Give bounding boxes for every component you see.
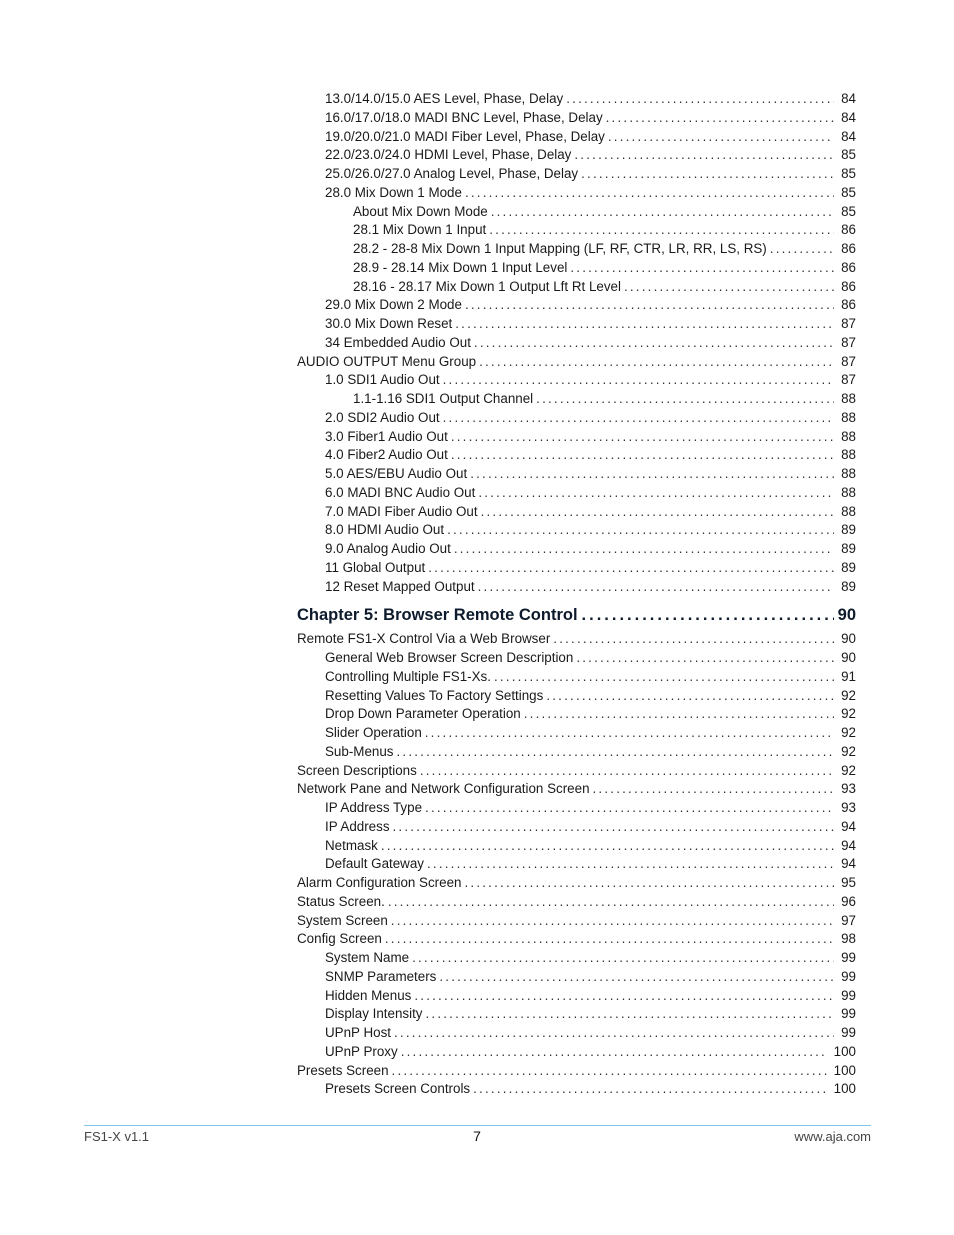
dot-leader: [474, 334, 834, 353]
toc-entry[interactable]: [297, 912, 856, 931]
toc-entry[interactable]: [297, 409, 856, 428]
toc-entry[interactable]: [297, 1062, 856, 1081]
toc-entry-page-number: 92: [841, 762, 856, 778]
toc-entry-title: 28.16 - 28.17 Mix Down 1 Output Lft Rt Level: [353, 278, 621, 294]
toc-chapter-heading[interactable]: [297, 600, 856, 630]
toc-entry-title: IP Address Type: [325, 800, 423, 815]
toc-entry-page-number: 88: [841, 428, 856, 444]
toc-entry-title: 4.0 Fiber2 Audio Out: [325, 447, 448, 463]
toc-entry-title: Network Pane and Network Configuration Screen: [297, 781, 590, 797]
dot-leader: [574, 146, 834, 165]
toc-entry-title: About Mix Down Mode: [353, 203, 488, 219]
toc-entry-title: Drop Down Parameter Operation: [325, 706, 521, 722]
toc-entry-title: 28.9 - 28.14 Mix Down 1 Input Level: [353, 259, 568, 275]
dot-leader: [582, 600, 834, 630]
toc-entry-title: 28.1 Mix Down 1 Input: [353, 222, 487, 238]
dot-leader: [553, 630, 834, 649]
toc-entry-title: Controlling Multiple FS1-Xs.: [325, 668, 491, 684]
toc-entry[interactable]: [297, 484, 856, 503]
toc-entry[interactable]: [297, 649, 856, 668]
toc-entry-page-number: 89: [841, 541, 856, 556]
toc-entry-page-number: 86: [841, 241, 856, 256]
toc-entry-page-number: 91: [841, 668, 856, 684]
toc-entry-page-number: 87: [841, 334, 856, 350]
toc-entry-page-number: 95: [841, 875, 856, 890]
toc-entry-page-number: 92: [841, 725, 856, 740]
toc-entry-title: 6.0 MADI BNC Audio Out: [325, 484, 476, 500]
toc-entry-page-number: 89: [841, 522, 856, 538]
toc-entry-title: 9.0 Analog Audio Out: [325, 541, 451, 556]
toc-entry-page-number: 99: [841, 1025, 856, 1040]
toc-entry-page-number: 90: [841, 631, 856, 647]
toc-entry-title: Screen Descriptions: [297, 762, 417, 778]
toc-entry-title: Netmask: [325, 837, 378, 853]
dot-leader: [425, 724, 834, 743]
toc-entry-page-number: 89: [841, 578, 856, 594]
dot-leader: [401, 1043, 828, 1062]
toc-entry-title: 25.0/26.0/27.0 Analog Level, Phase, Delay: [325, 166, 579, 181]
toc-entry-title: UPnP Host: [325, 1025, 391, 1040]
toc-entry[interactable]: [297, 109, 856, 128]
toc-entry-title: Hidden Menus: [325, 987, 412, 1003]
toc-entry-page-number: 100: [833, 1081, 856, 1097]
toc-entry-title: 13.0/14.0/15.0 AES Level, Phase, Delay: [325, 91, 564, 106]
toc-entry-title: Config Screen: [297, 931, 382, 947]
toc-entry[interactable]: [297, 893, 856, 912]
dot-leader: [494, 668, 834, 687]
dot-leader: [394, 1024, 834, 1043]
toc-entry[interactable]: [297, 559, 856, 578]
toc-entry-title: 34 Embedded Audio Out: [325, 334, 471, 350]
toc-entry-page-number: 94: [841, 818, 856, 834]
footer-divider: [84, 1125, 871, 1126]
dot-leader: [473, 1080, 828, 1099]
dot-leader: [481, 503, 834, 522]
toc-entry[interactable]: [297, 1043, 856, 1062]
dot-leader: [608, 128, 834, 147]
toc-entry-page-number: 88: [841, 447, 856, 463]
toc-entry-page-number: 99: [841, 1006, 856, 1022]
dot-leader: [479, 353, 834, 372]
toc-entry-page-number: 94: [841, 856, 856, 872]
dot-leader: [470, 465, 834, 484]
dot-leader: [770, 240, 834, 259]
toc-entry-title: Display Intensity: [325, 1006, 423, 1022]
toc-entry[interactable]: [297, 540, 856, 559]
toc-entry[interactable]: [297, 428, 856, 447]
dot-leader: [570, 259, 834, 278]
toc-entry-page-number: 99: [841, 950, 856, 965]
toc-entry-page-number: 92: [841, 743, 856, 759]
toc-entry-title: 2.0 SDI2 Audio Out: [325, 409, 440, 425]
toc-entry[interactable]: [297, 296, 856, 315]
dot-leader: [455, 315, 834, 334]
toc-entry[interactable]: [297, 1080, 856, 1099]
toc-entry-page-number: 100: [833, 1043, 856, 1059]
toc-entry-title: 19.0/20.0/21.0 MADI Fiber Level, Phase, Delay: [325, 128, 605, 144]
toc-entry-title: 3.0 Fiber1 Audio Out: [325, 428, 448, 444]
dot-leader: [489, 221, 834, 240]
dot-leader: [478, 578, 834, 597]
toc-entry-title: 22.0/23.0/24.0 HDMI Level, Phase, Delay: [325, 147, 572, 163]
toc-entry-page-number: 88: [841, 503, 856, 519]
toc-entry[interactable]: [297, 743, 856, 762]
dot-leader: [524, 705, 834, 724]
dot-leader: [593, 780, 834, 799]
toc-entry[interactable]: [297, 315, 856, 334]
dot-leader: [465, 184, 834, 203]
toc-entry[interactable]: [297, 521, 856, 540]
dot-leader: [425, 799, 834, 818]
toc-entry-page-number: 92: [841, 687, 856, 703]
toc-entry-title: 11 Global Output: [325, 559, 426, 575]
dot-leader: [624, 278, 834, 297]
toc-entry[interactable]: [297, 987, 856, 1006]
toc-entry[interactable]: [297, 390, 856, 409]
dot-leader: [536, 390, 834, 409]
toc-entry-page-number: 85: [841, 166, 856, 181]
toc-entry[interactable]: [297, 630, 856, 649]
toc-entry[interactable]: [297, 240, 856, 259]
table-of-contents: [297, 90, 856, 1099]
dot-leader: [385, 930, 834, 949]
dot-leader: [428, 559, 834, 578]
toc-entry-page-number: 89: [841, 559, 856, 575]
toc-entry-page-number: 84: [841, 128, 856, 144]
dot-leader: [478, 484, 834, 503]
toc-entry[interactable]: [297, 949, 856, 968]
dot-leader: [451, 446, 834, 465]
toc-entry-title: 30.0 Mix Down Reset: [325, 316, 453, 331]
toc-entry-title: UPnP Proxy: [325, 1043, 398, 1059]
dot-leader: [465, 874, 835, 893]
dot-leader: [381, 837, 834, 856]
toc-entry-title: SNMP Parameters: [325, 968, 437, 984]
toc-entry-page-number: 84: [841, 91, 856, 106]
toc-entry[interactable]: [297, 353, 856, 372]
dot-leader: [546, 687, 834, 706]
toc-entry-title: Remote FS1-X Control Via a Web Browser: [297, 631, 551, 647]
toc-entry[interactable]: [297, 687, 856, 706]
dot-leader: [439, 968, 834, 987]
toc-entry-page-number: 85: [841, 147, 856, 163]
toc-entry-page-number: 86: [841, 222, 856, 238]
toc-entry[interactable]: [297, 930, 856, 949]
toc-entry-page-number: 97: [841, 912, 856, 928]
toc-entry-title: Resetting Values To Factory Settings: [325, 687, 544, 703]
dot-leader: [388, 893, 834, 912]
toc-entry-title: Status Screen.: [297, 893, 385, 909]
toc-entry[interactable]: [297, 259, 856, 278]
toc-entry-page-number: 93: [841, 781, 856, 797]
dot-leader: [414, 987, 834, 1006]
dot-leader: [391, 912, 834, 931]
dot-leader: [392, 1062, 828, 1081]
toc-entry-title: 8.0 HDMI Audio Out: [325, 522, 445, 538]
dot-leader: [426, 1005, 835, 1024]
dot-leader: [420, 762, 834, 781]
toc-entry-title: Alarm Configuration Screen: [297, 875, 462, 890]
toc-entry[interactable]: [297, 1024, 856, 1043]
dot-leader: [606, 109, 834, 128]
toc-entry-title: 1.1-1.16 SDI1 Output Channel: [353, 391, 534, 406]
toc-entry-title: AUDIO OUTPUT Menu Group: [297, 353, 477, 369]
dot-leader: [412, 949, 834, 968]
toc-entry[interactable]: [297, 90, 856, 109]
dot-leader: [465, 296, 834, 315]
footer-page-number: 7: [473, 1128, 481, 1144]
toc-entry[interactable]: [297, 799, 856, 818]
toc-entry-page-number: 93: [841, 800, 856, 815]
toc-entry-title: IP Address: [325, 818, 390, 834]
toc-entry-page-number: 99: [841, 968, 856, 984]
toc-entry-page-number: 87: [841, 372, 856, 388]
toc-entry[interactable]: [297, 221, 856, 240]
toc-entry-page-number: 100: [833, 1062, 856, 1078]
toc-entry-title: System Name: [325, 950, 410, 965]
dot-leader: [566, 90, 834, 109]
toc-entry[interactable]: [297, 762, 856, 781]
dot-leader: [576, 649, 834, 668]
toc-entry-title: 7.0 MADI Fiber Audio Out: [325, 503, 478, 519]
toc-entry-title: 28.0 Mix Down 1 Mode: [325, 184, 462, 200]
toc-entry-page-number: 88: [841, 466, 856, 481]
toc-entry-page-number: 84: [841, 109, 856, 125]
toc-entry[interactable]: [297, 446, 856, 465]
toc-entry[interactable]: [297, 165, 856, 184]
toc-entry-page-number: 85: [841, 203, 856, 219]
dot-leader: [451, 428, 834, 447]
dot-leader: [447, 521, 834, 540]
footer-website-link[interactable]: www.aja.com: [794, 1129, 871, 1144]
toc-entry[interactable]: [297, 705, 856, 724]
toc-entry-page-number: 86: [841, 297, 856, 313]
toc-entry[interactable]: [297, 968, 856, 987]
toc-entry[interactable]: [297, 780, 856, 799]
toc-entry[interactable]: [297, 184, 856, 203]
toc-entry[interactable]: [297, 146, 856, 165]
toc-entry-page-number: 87: [841, 353, 856, 369]
toc-entry[interactable]: [297, 128, 856, 147]
toc-entry-page-number: 99: [841, 987, 856, 1003]
toc-entry-title: Default Gateway: [325, 856, 424, 872]
toc-entry-title: Chapter 5: Browser Remote Control: [297, 606, 578, 625]
dot-leader: [443, 371, 834, 390]
toc-entry-title: General Web Browser Screen Description: [325, 650, 574, 665]
toc-entry-title: 16.0/17.0/18.0 MADI BNC Level, Phase, Delay: [325, 109, 603, 125]
toc-entry-title: 28.2 - 28-8 Mix Down 1 Input Mapping (LF, RF, CTR, LR, RR, LS, RS): [353, 241, 767, 256]
toc-entry-page-number: 88: [841, 484, 856, 500]
toc-entry[interactable]: [297, 1005, 856, 1024]
toc-entry[interactable]: [297, 334, 856, 353]
toc-entry[interactable]: [297, 724, 856, 743]
dot-leader: [491, 203, 834, 222]
toc-entry-page-number: 88: [841, 391, 856, 406]
toc-entry[interactable]: [297, 578, 856, 597]
toc-entry[interactable]: [297, 855, 856, 874]
toc-entry-title: 12 Reset Mapped Output: [325, 578, 475, 594]
dot-leader: [581, 165, 834, 184]
toc-entry-page-number: 94: [841, 837, 856, 853]
toc-entry-title: 1.0 SDI1 Audio Out: [325, 372, 440, 388]
toc-entry[interactable]: [297, 818, 856, 837]
toc-entry-title: Presets Screen: [297, 1062, 389, 1078]
toc-entry[interactable]: [297, 874, 856, 893]
dot-leader: [443, 409, 834, 428]
toc-entry-page-number: 87: [841, 316, 856, 331]
dot-leader: [427, 855, 834, 874]
toc-entry-page-number: 98: [841, 931, 856, 947]
toc-entry[interactable]: [297, 465, 856, 484]
toc-entry[interactable]: [297, 503, 856, 522]
toc-entry-page-number: 92: [841, 706, 856, 722]
toc-entry-page-number: 85: [841, 184, 856, 200]
dot-leader: [396, 743, 834, 762]
toc-entry-title: 29.0 Mix Down 2 Mode: [325, 297, 462, 313]
toc-entry-page-number: 90: [841, 650, 856, 665]
toc-entry[interactable]: [297, 371, 856, 390]
footer-document-version: FS1-X v1.1: [84, 1129, 150, 1144]
toc-entry-page-number: 90: [837, 606, 856, 625]
toc-entry-title: Sub-Menus: [325, 743, 394, 759]
toc-entry[interactable]: [297, 203, 856, 222]
toc-entry-page-number: 88: [841, 409, 856, 425]
dot-leader: [454, 540, 834, 559]
toc-entry-page-number: 96: [841, 893, 856, 909]
toc-entry-title: Slider Operation: [325, 725, 422, 740]
toc-entry[interactable]: [297, 278, 856, 297]
toc-entry-page-number: 86: [841, 259, 856, 275]
toc-entry[interactable]: [297, 837, 856, 856]
toc-entry-title: 5.0 AES/EBU Audio Out: [325, 466, 468, 481]
toc-entry[interactable]: [297, 668, 856, 687]
toc-entry-title: Presets Screen Controls: [325, 1081, 471, 1097]
toc-entry-title: System Screen: [297, 912, 388, 928]
dot-leader: [393, 818, 834, 837]
toc-entry-page-number: 86: [841, 278, 856, 294]
